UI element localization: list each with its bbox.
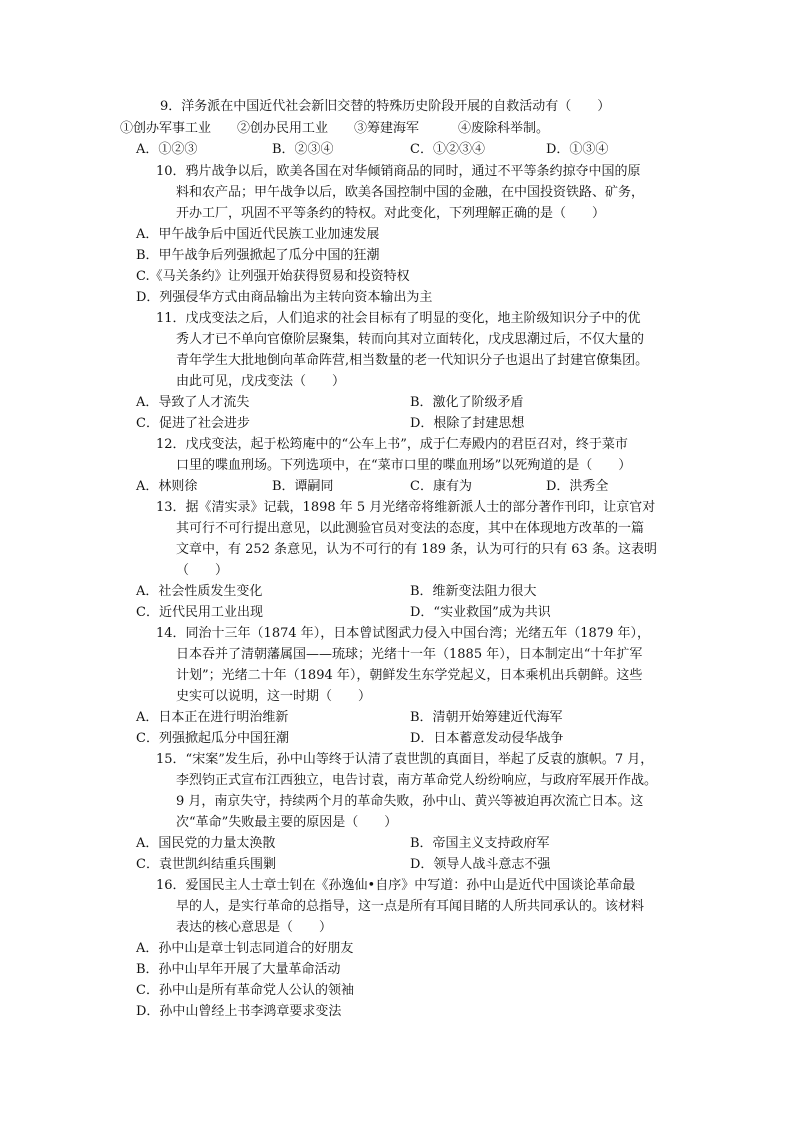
question-16-option-b: B．孙中山早年开展了大量革命活动 [136,962,341,977]
question-15-stem-line-3: 9 月，南京失守，持续两个月的革命失败，孙中山、黄兴等被迫再次流亡日本。这 [176,794,644,809]
question-16-stem-line-2: 早的人，是实行革命的总指导，这一点是所有耳闻目睹的人所共同承认的。该材料 [176,899,645,914]
question-12-option-a: A．林则徐 [136,479,198,494]
question-10-option-d: D．列强侵华方式由商品输出为主转向资本输出为主 [136,290,433,305]
question-9-option-c: C．①②③④ [410,142,485,157]
question-15-option-c: C．袁世凯纠结重兵围剿 [136,857,276,872]
question-9-items: ①创办军事工业 ②创办民用工业 ③筹建海军 ④废除科举制。 [120,121,550,136]
question-9-stem-line-1: 9．洋务派在中国近代社会新旧交替的特殊历史阶段开展的自救活动有（ ） [160,99,611,114]
question-14-option-d: D．日本蓄意发动侵华战争 [410,731,564,746]
question-15-stem-line-4: 次“革命”失败最主要的原因是（ ） [176,815,398,830]
question-14-option-c: C．列强掀起瓜分中国狂潮 [136,731,289,746]
question-15-stem-line-2: 李烈钧正式宣布江西独立，电告讨袁，南方革命党人纷纷响应，与政府军展开作战。 [176,773,658,788]
question-14-option-b: B．清朝开始筹建近代海军 [410,710,563,725]
question-9-option-b: B．②③④ [272,142,334,157]
question-12-stem-line-1: 12．戊戌变法，起于松筠庵中的“公车上书”，成于仁寿殿内的君臣召对，终于菜市 [156,437,628,452]
question-10-stem-line-2: 料和农产品；甲午战争以后，欧美各国控制中国的金融，在中国投资铁路、矿务， [176,185,645,200]
question-15-option-d: D．领导人战斗意志不强 [410,857,551,872]
question-10-option-b: B．甲午战争后列强掀起了瓜分中国的狂潮 [136,248,380,263]
question-9-option-a: A．①②③ [136,142,198,157]
question-11-option-b: B．激化了阶级矛盾 [410,395,524,410]
question-14-option-a: A．日本正在进行明治维新 [136,710,289,725]
question-12-option-b: B．谭嗣同 [272,479,334,494]
question-13-stem-line-4: （ ） [176,563,229,578]
question-13-option-c: C．近代民用工业出现 [136,605,263,620]
question-11-option-d: D．根除了封建思想 [410,416,525,431]
question-11-option-a: A．导致了人才流失 [136,395,250,410]
question-13-option-b: B．维新变法阻力很大 [410,584,537,599]
question-11-stem-line-4: 由此可见，戊戌变法（ ） [176,374,346,389]
question-16-option-d: D．孙中山曾经上书李鸿章要求变法 [136,1004,342,1019]
question-14-stem-line-2: 日本吞并了清朝藩属国——琉球；光绪十一年（1885 年），日本制定出“十年扩军 [176,647,643,662]
question-16-stem-line-3: 表达的核心意思是（ ） [176,920,333,935]
question-10-stem-line-3: 开办工厂，巩固不平等条约的特权。对此变化，下列理解正确的是（ ） [176,206,606,221]
question-16-option-c: C．孙中山是所有革命党人公认的领袖 [136,983,354,998]
question-13-stem-line-1: 13．据《清实录》记载，1898 年 5 月光绪帝将维新派人士的部分著作刊印，让京官对 [156,500,656,515]
question-13-stem-line-3: 文章中，有 252 条意见，认为不可行的有 189 条，认为可行的只有 63 条。这表明 [176,542,657,557]
question-13-stem-line-2: 其可行不可行提出意见，以此测验官员对变法的态度，其中在体现地方改革的一篇 [176,521,645,536]
question-11-stem-line-1: 11．戊戌变法之后，人们追求的社会目标有了明显的变化，地主阶级知识分子中的优 [156,311,641,326]
question-12-option-c: C．康有为 [410,479,472,494]
question-13-option-d: D．“实业救国”成为共识 [410,605,551,620]
question-13-option-a: A．社会性质发生变化 [136,584,263,599]
question-16-stem-line-1: 16．爱国民主人士章士钊在《孙逸仙•自序》中写道：孙中山是近代中国谈论革命最 [156,878,636,893]
question-11-stem-line-2: 秀人才已不单向官僚阶层聚集，转而向其对立面转化，戊戌思潮过后，不仅大量的 [176,332,645,347]
question-11-option-c: C．促进了社会进步 [136,416,250,431]
question-14-stem-line-3: 计划”；光绪二十年（1894 年），朝鲜发生东学党起义，日本乘机出兵朝鲜。这些 [176,668,643,683]
question-11-stem-line-3: 青年学生大批地倒向革命阵营,相当数量的老一代知识分子也退出了封建官僚集团。 [176,353,649,368]
question-12-stem-line-2: 口里的喋血刑场。下列选项中，在“菜市口里的喋血刑场”以死殉道的是（ ） [176,458,632,473]
question-16-option-a: A．孙中山是章士钊志同道合的好朋友 [136,941,354,956]
question-14-stem-line-4: 史实可以说明，这一时期（ ） [176,689,372,704]
question-15-option-b: B．帝国主义支持政府军 [410,836,550,851]
question-9-option-d: D．①③④ [546,142,609,157]
question-14-stem-line-1: 14．同治十三年（1874 年），日本曾试图武力侵入中国台湾；光绪五年（1879 年）， [156,626,650,641]
question-10-option-c: C.《马关条约》让列强开始获得贸易和投资特权 [136,269,410,284]
question-15-option-a: A．国民党的力量太涣散 [136,836,276,851]
question-10-option-a: A．甲午战争后中国近代民族工业加速发展 [136,227,380,242]
question-15-stem-line-1: 15．“宋案”发生后，孙中山等终于认清了袁世凯的真面目，举起了反袁的旗帜。7 月， [156,752,654,767]
question-12-option-d: D．洪秀全 [546,479,609,494]
question-10-stem-line-1: 10．鸦片战争以后，欧美各国在对华倾销商品的同时，通过不平等条约掠夺中国的原 [156,164,641,179]
